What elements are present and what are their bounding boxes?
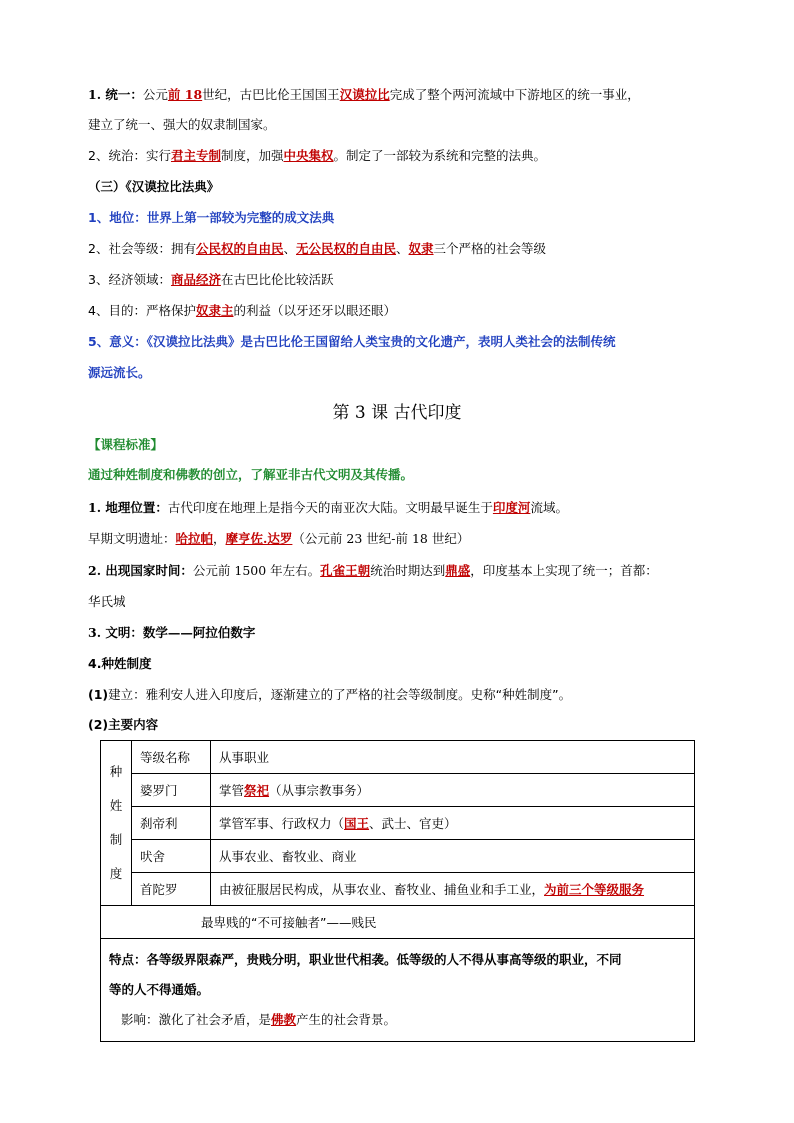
caste-vertical-label: 种 姓 制 度 xyxy=(101,741,132,906)
rule-line: 2、统治：实行君主专制制度，加强中央集权。制定了一部较为系统和完整的法典。 xyxy=(88,148,547,163)
unify-line-2: 建立了统一、强大的奴隶制国家。 xyxy=(88,117,276,132)
lesson-title: 第 3 课 古代印度 xyxy=(332,403,462,423)
code-heading: （三）《汉谟拉比法典》 xyxy=(88,179,220,194)
civilization-line: 3. 文明：数学——阿拉伯数字 xyxy=(88,625,256,640)
code-economy: 3、经济领域：商品经济在古巴比伦比较活跃 xyxy=(88,272,334,287)
table-row: 婆罗门 掌管祭祀（从事宗教事务） xyxy=(101,774,695,807)
caste-establish: (1)建立：雅利安人进入印度后，逐渐建立的了严格的社会等级制度。史称“种姓制度”。 xyxy=(88,687,572,702)
table-row: 吠舍 从事农业、畜牧业、商业 xyxy=(101,840,695,873)
table-row xyxy=(101,741,695,774)
table-row xyxy=(101,939,695,1042)
code-purpose: 4、目的：严格保护奴隶主的利益（以牙还牙以眼还眼） xyxy=(88,303,396,318)
code-status: 1、地位：世界上第一部较为完整的成文法典 xyxy=(88,210,335,225)
code-meaning-2: 源远流长。 xyxy=(88,365,151,380)
state-line-2: 华氏城 xyxy=(88,594,126,609)
sites-line: 早期文明遗址：哈拉帕，摩亨佐.达罗（公元前 23 世纪-前 18 世纪） xyxy=(88,531,470,546)
state-line: 2. 出现国家时间：公元前 1500 年左右。孔雀王朝统治时期达到鼎盛，印度基本上实现了统一；首都： xyxy=(88,563,658,578)
unify-line: 1. 统一：公元前 18世纪，古巴比伦王国国王汉谟拉比完成了整个两河流域中下游地区的统一事业， xyxy=(88,87,640,102)
untouchables-cell: 最卑贱的“不可接触者”——贱民 xyxy=(101,906,695,939)
table-row: 首陀罗 由被征服居民构成，从事农业、畜牧业、捕鱼业和手工业，为前三个等级服务 xyxy=(101,873,695,906)
standard-text: 通过种姓制度和佛教的创立，了解亚非古代文明及其传播。 xyxy=(88,467,414,482)
caste-heading: 4.种姓制度 xyxy=(88,656,152,671)
standard-heading: 【课程标准】 xyxy=(88,437,164,452)
caste-content-heading: (2)主要内容 xyxy=(88,717,159,732)
geo-line: 1. 地理位置：古代印度在地理上是指今天的南亚次大陆。文明最早诞生于印度河流域。 xyxy=(88,500,568,515)
header-job: 从事职业 xyxy=(211,741,695,774)
header-name: 等级名称 xyxy=(132,741,211,774)
table-row xyxy=(101,906,695,939)
code-meaning: 5、意义：《汉谟拉比法典》是古巴比伦王国留给人类宝贵的文化遗产，表明人类社会的法制传统 xyxy=(88,334,616,349)
caste-table xyxy=(100,740,695,1042)
code-classes: 2、社会等级：拥有公民权的自由民、无公民权的自由民、奴隶三个严格的社会等级 xyxy=(88,241,547,256)
table-row: 刹帝利 掌管军事、行政权力（国王、武士、官吏） xyxy=(101,807,695,840)
features-cell: 特点：各等级界限森严，贵贱分明，职业世代相袭。低等级的人不得从事高等级的职业，不同 等的人不得通婚。 影响：激化了社会矛盾，是佛教产生的社会背景。 xyxy=(101,939,695,1042)
